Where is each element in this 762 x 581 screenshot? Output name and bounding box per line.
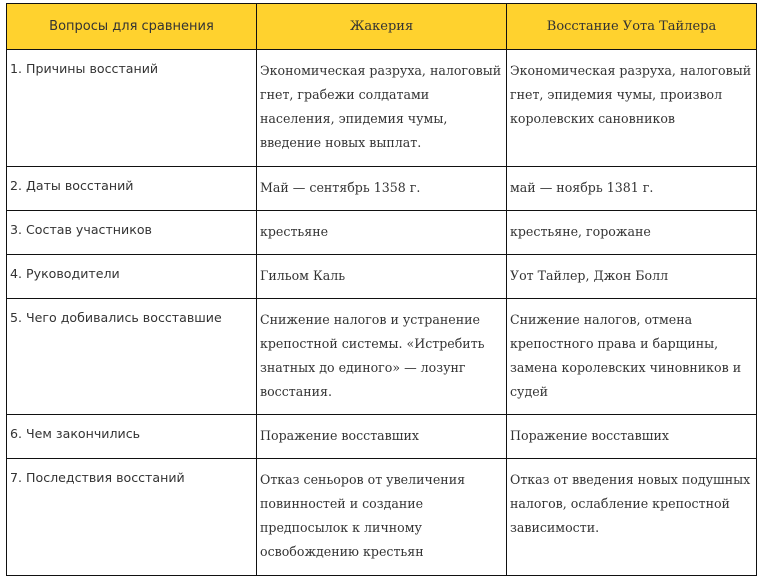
table-row (7, 299, 757, 415)
jacquerie-cell: Экономическая разруха, налоговый гнет, грабежи солдатами населения, эпидемия чумы, введение новых выплат. (257, 50, 507, 167)
question-cell: 2. Даты восстаний (7, 167, 257, 211)
tyler-cell: Поражение восставших (507, 415, 757, 459)
table-row (7, 211, 757, 255)
tyler-cell: Уот Тайлер, Джон Болл (507, 255, 757, 299)
tyler-cell: Снижение налогов, отмена крепостного права и барщины, замена королевских чиновников и судей (507, 299, 757, 415)
comparison-table (6, 3, 757, 576)
jacquerie-cell: Май — сентябрь 1358 г. (257, 167, 507, 211)
header-wat-tyler: Восстание Уота Тайлера (507, 4, 757, 50)
header-jacquerie: Жакерия (257, 4, 507, 50)
question-cell: 3. Состав участников (7, 211, 257, 255)
tyler-cell: крестьяне, горожане (507, 211, 757, 255)
tyler-cell: Экономическая разруха, налоговый гнет, эпидемия чумы, произвол королевских сановников (507, 50, 757, 167)
jacquerie-cell: Поражение восставших (257, 415, 507, 459)
jacquerie-cell: Снижение налогов и устранение крепостной системы. «Истребить знатных до единого» — лозунг восстания. (257, 299, 507, 415)
jacquerie-cell: крестьяне (257, 211, 507, 255)
header-questions: Вопросы для сравнения (7, 4, 257, 50)
tyler-cell: Отказ от введения новых подушных налогов, ослабление крепостной зависимости. (507, 459, 757, 576)
question-cell: 7. Последствия восстаний (7, 459, 257, 576)
table-row (7, 415, 757, 459)
jacquerie-cell: Отказ сеньоров от увеличения повинностей и создание предпосылок к личному освобождению крестьян (257, 459, 507, 576)
question-cell: 6. Чем закончились (7, 415, 257, 459)
tyler-cell: май — ноябрь 1381 г. (507, 167, 757, 211)
question-cell: 5. Чего добивались восставшие (7, 299, 257, 415)
question-cell: 1. Причины восстаний (7, 50, 257, 167)
table-row (7, 50, 757, 167)
table-row (7, 459, 757, 576)
table-row (7, 167, 757, 211)
question-cell: 4. Руководители (7, 255, 257, 299)
jacquerie-cell: Гильом Каль (257, 255, 507, 299)
header-row (7, 4, 757, 50)
table-row (7, 255, 757, 299)
